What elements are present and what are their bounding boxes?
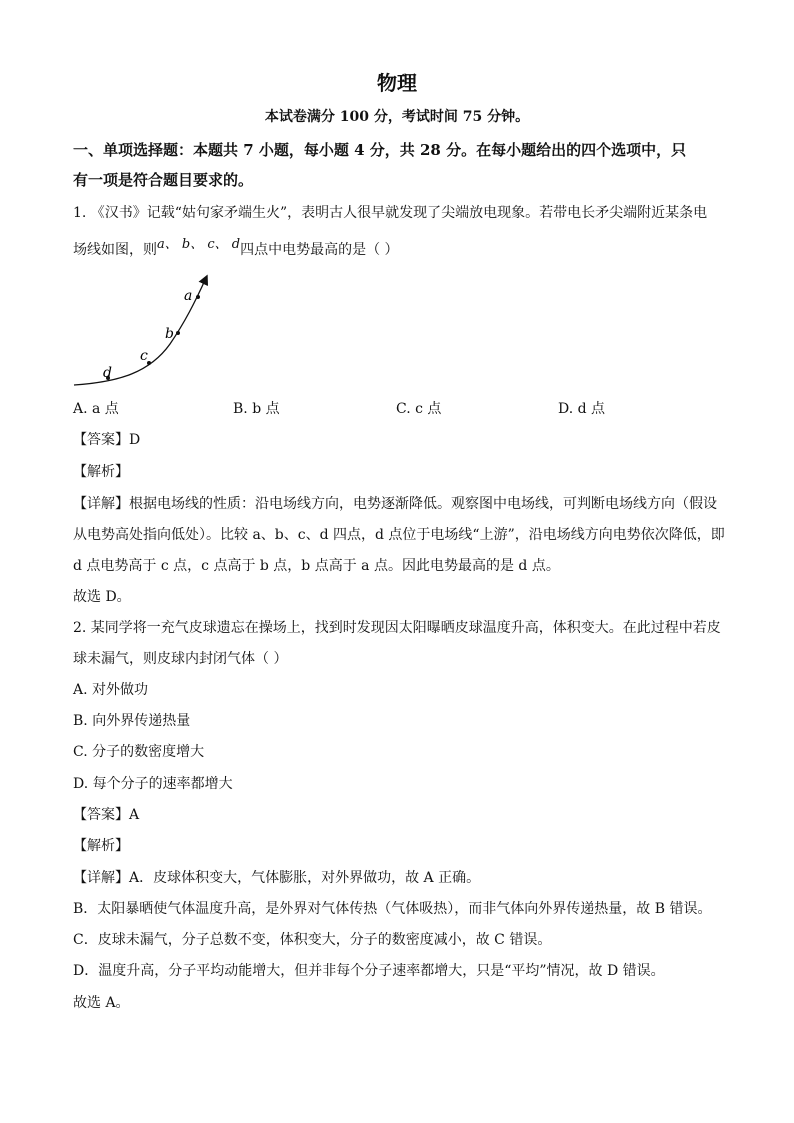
field-line-figure [70, 272, 220, 392]
q1-stem-suffix: 四点中电势最高的是（ ） [240, 242, 399, 258]
point-a-dot [196, 295, 200, 299]
exam-subtitle: 本试卷满分 100 分，考试时间 75 分钟。 [264, 109, 530, 125]
q1-detail-line3: d 点电势高于 c 点，c 点高于 b 点，b 点高于 a 点。因此电势最高的是 d 点。 [73, 558, 560, 574]
q2-option-c: C. 分子的数密度增大 [73, 744, 205, 760]
q1-stem-prefix: 场线如图，则 [73, 242, 157, 258]
section-heading-line2: 有一项是符合题目要求的。 [73, 171, 254, 189]
q2-detail-line3: C．皮球未漏气，分子总数不变，体积变大，分子的数密度减小，故 C 错误。 [73, 932, 552, 948]
page-title: 物理 [377, 71, 417, 95]
q1-option-d: D. d 点 [558, 401, 606, 417]
q1-option-b: B. b 点 [233, 401, 280, 417]
q1-conclusion: 故选 D。 [73, 589, 131, 605]
q2-answer: 【答案】A [73, 807, 140, 823]
q1-detail-line2: 从电势高处指向低处）。比较 a、b、c、d 四点，d 点位于电场线“上游”，沿电场线方向电势依次降低，即 [73, 527, 725, 543]
q2-conclusion: 故选 A。 [73, 995, 130, 1011]
q1-option-c: C. c 点 [396, 401, 442, 417]
q1-stem-line1: 1. 《汉书》记载“姑句家矛端生火”，表明古人很早就发现了尖端放电现象。若带电长矛尖端附近某条电 [73, 205, 708, 221]
q1-stem-points: a、 b、 c、 d [157, 237, 241, 252]
point-c-label: c [140, 348, 148, 364]
q2-detail-line2: B．太阳暴晒使气体温度升高，是外界对气体传热（气体吸热），而非气体向外界传递热量，故 B 错误。 [73, 901, 712, 917]
q2-option-d: D. 每个分子的速率都增大 [73, 776, 233, 792]
q2-option-a: A. 对外做功 [73, 682, 149, 698]
q2-option-b: B. 向外界传递热量 [73, 713, 191, 729]
q2-stem-line2: 球未漏气，则皮球内封闭气体（ ） [73, 651, 288, 667]
q2-detail-line1: 【详解】A．皮球体积变大，气体膨胀，对外界做功，故 A 正确。 [73, 870, 481, 886]
point-b-label: b [165, 326, 174, 342]
q1-option-a: A. a 点 [73, 401, 119, 417]
point-a-label: a [184, 288, 193, 304]
q1-answer: 【答案】D [73, 432, 141, 448]
q2-analysis-label: 【解析】 [73, 838, 129, 854]
q2-detail-line4: D．温度升高，分子平均动能增大，但并非每个分子速率都增大，只是“平均”情况，故 D 错误。 [73, 963, 665, 979]
q1-detail-line1: 【详解】根据电场线的性质：沿电场线方向，电势逐渐降低。观察图中电场线，可判断电场线方向（假设 [73, 496, 717, 512]
q1-analysis-label: 【解析】 [73, 464, 129, 480]
q2-stem-line1: 2. 某同学将一充气皮球遗忘在操场上，找到时发现因太阳曝晒皮球温度升高，体积变大。在此过程中若皮 [73, 620, 721, 636]
point-b-dot [176, 331, 180, 335]
point-d-label: d [103, 365, 112, 381]
section-heading-line1: 一、单项选择题：本题共 7 小题，每小题 4 分，共 28 分。在每小题给出的四个选项中，只 [73, 141, 687, 159]
q1-stem-line2 [73, 237, 730, 261]
